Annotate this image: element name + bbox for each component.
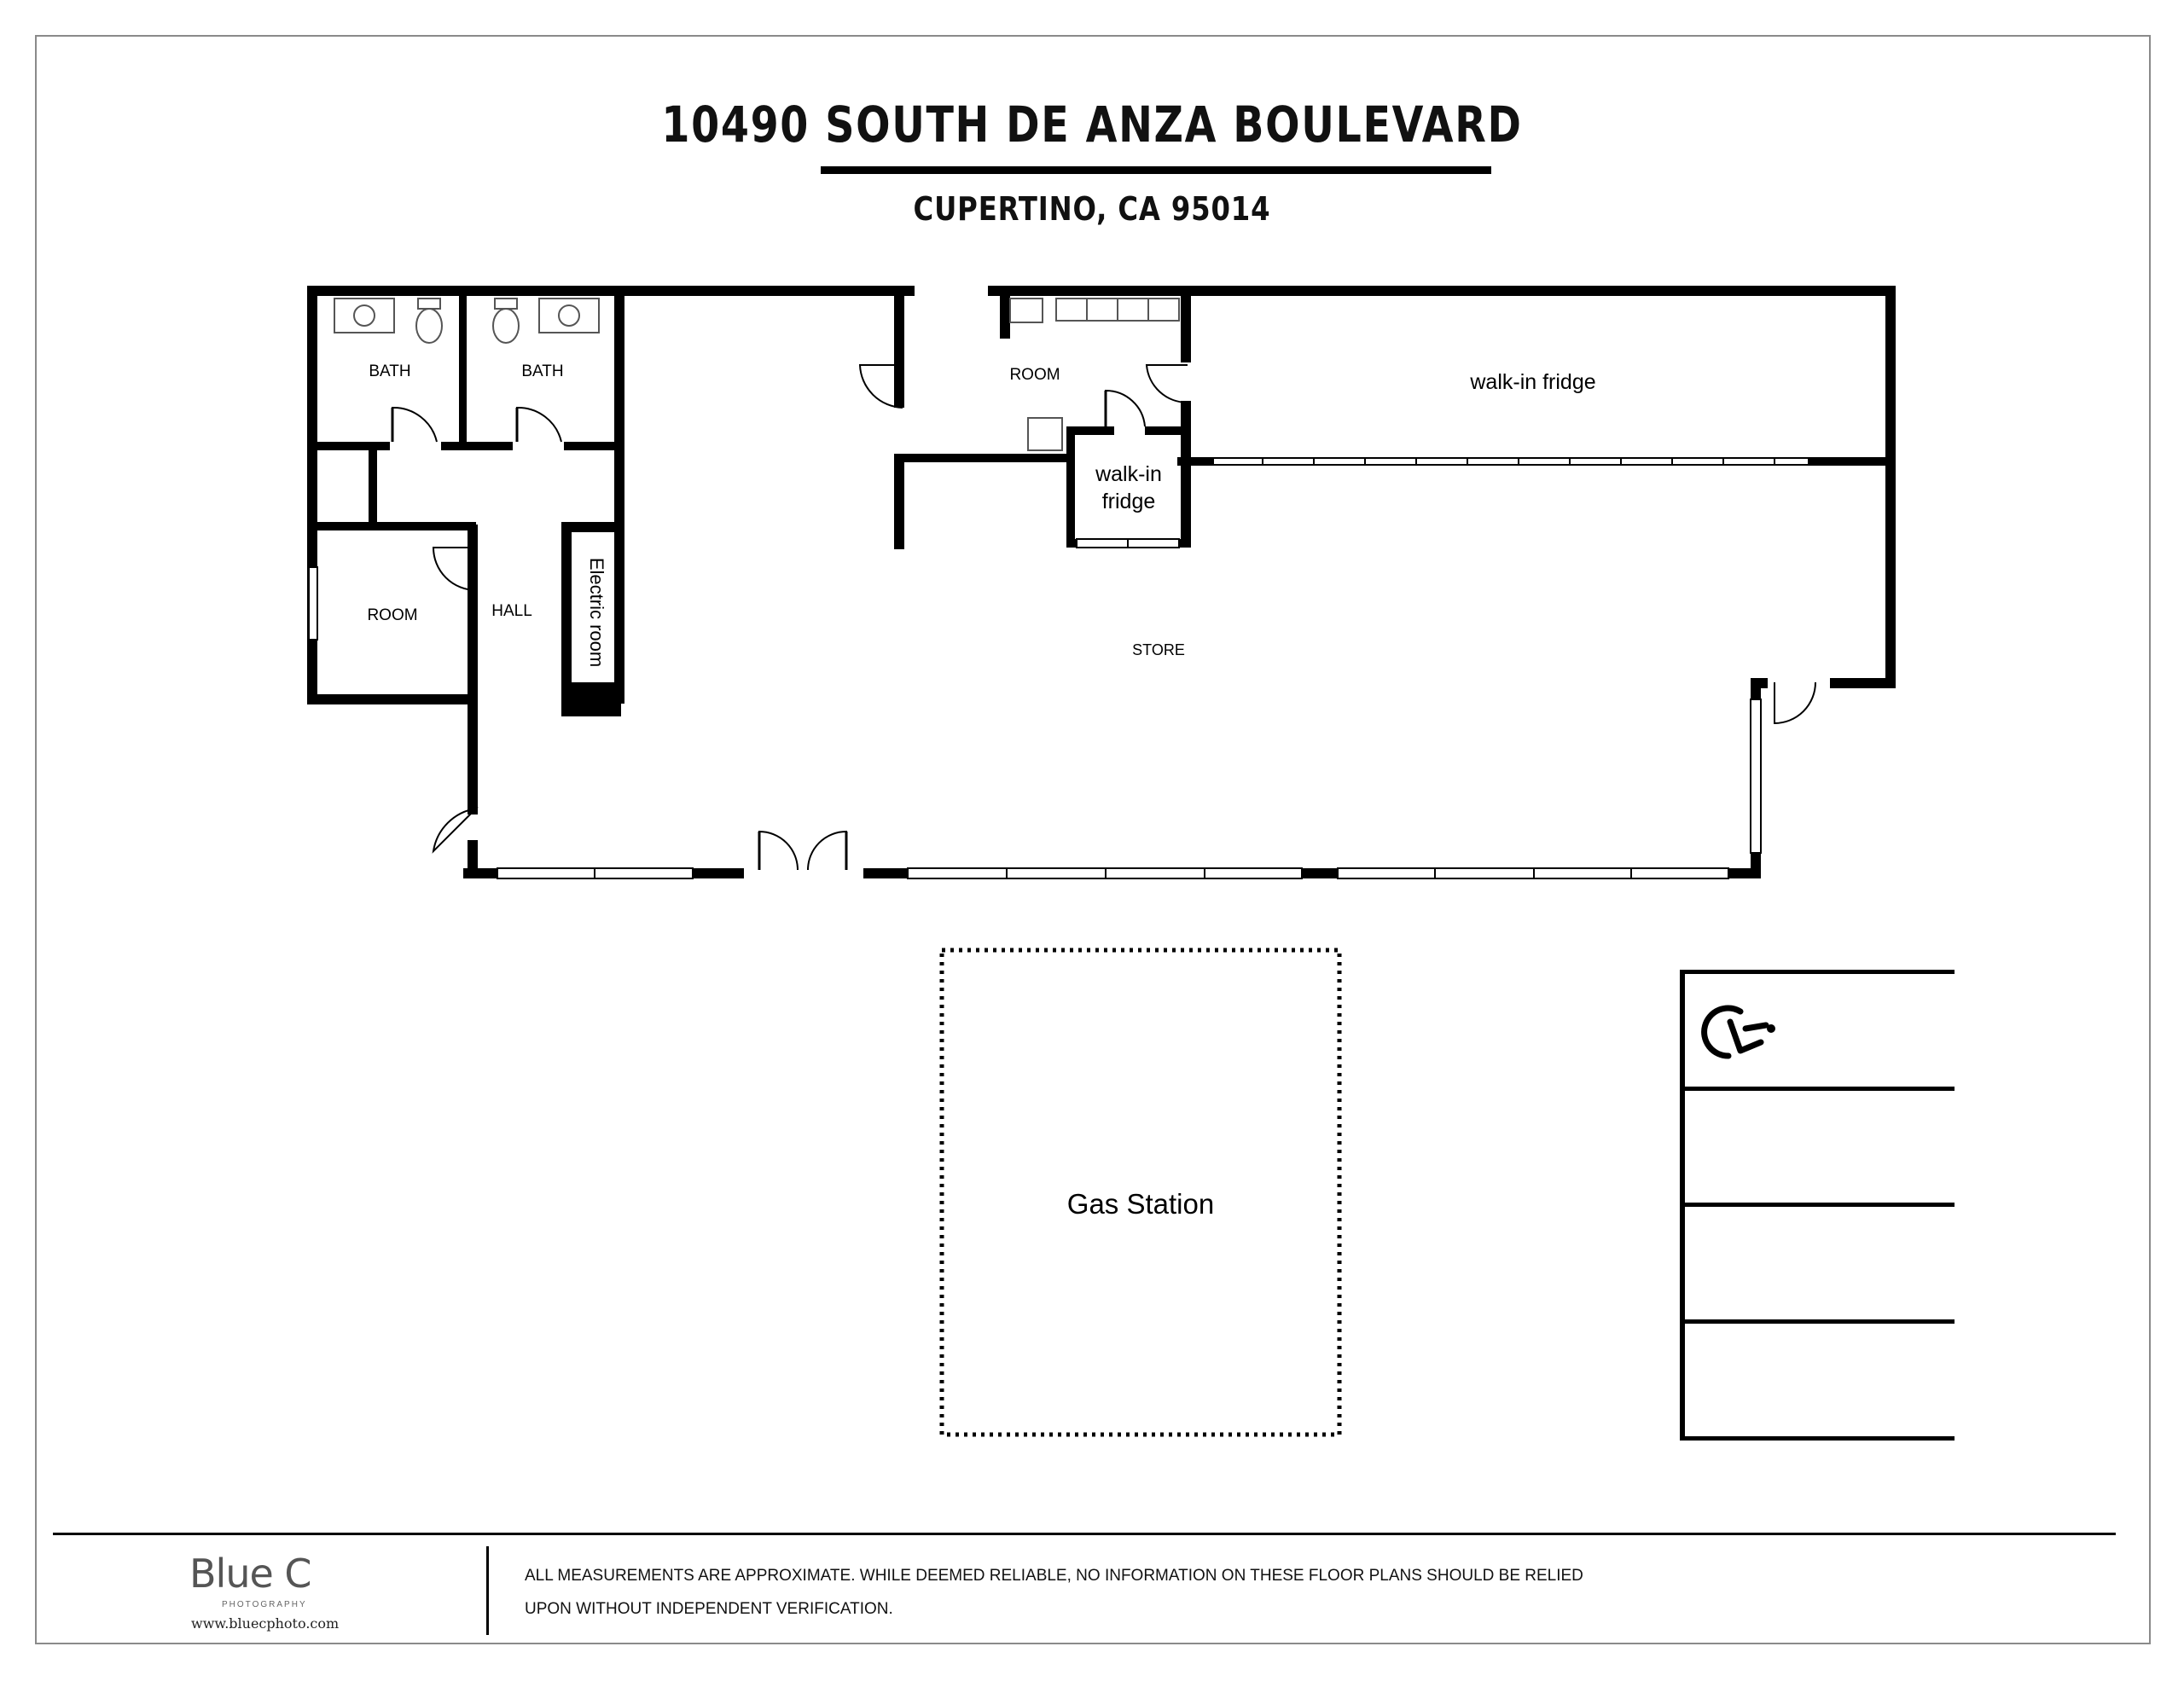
logo-url: www.bluecphoto.com <box>191 1615 340 1632</box>
logo-wordmark: Blue C <box>189 1551 311 1597</box>
hall-label: HALL <box>491 602 532 620</box>
page-subtitle: CUPERTINO, CA 95014 <box>913 190 1271 228</box>
company-logo <box>189 1551 343 1636</box>
page-title: 10490 SOUTH DE ANZA BOULEVARD <box>661 96 1523 154</box>
toilet-icon <box>495 299 517 309</box>
walk-in-fridge-large-label: walk-in fridge <box>1470 370 1596 394</box>
room-top-label: ROOM <box>1009 366 1060 384</box>
room-left-label: ROOM <box>367 606 418 624</box>
footer-rule <box>53 1533 2116 1535</box>
disclaimer-line-1: ALL MEASUREMENTS ARE APPROXIMATE. WHILE DEEMED RELIABLE, NO INFORMATION ON THESE FLOOR PLANS SHOULD BE RELIED <box>525 1567 1583 1585</box>
walk-in-fridge-small-line1: walk-in <box>1095 462 1162 486</box>
electric-room-label: Electric room <box>586 557 607 668</box>
disclaimer <box>525 1559 1719 1626</box>
footer-divider <box>486 1546 489 1635</box>
bath-1-label: BATH <box>369 362 411 380</box>
bath-2-label: BATH <box>521 362 564 380</box>
logo-subtitle: PHOTOGRAPHY <box>222 1600 307 1609</box>
walk-in-fridge-small-line2: fridge <box>1101 490 1156 513</box>
parking-stalls <box>1680 970 1955 1441</box>
disclaimer-line-2: UPON WITHOUT INDEPENDENT VERIFICATION. <box>525 1600 893 1618</box>
windows <box>309 458 1809 878</box>
store-label: STORE <box>1132 641 1185 658</box>
toilet-icon <box>418 299 440 309</box>
door-leaves <box>392 391 1106 870</box>
accessible-parking-icon <box>1705 1008 1775 1056</box>
gas-station-label: Gas Station <box>1066 1188 1215 1220</box>
